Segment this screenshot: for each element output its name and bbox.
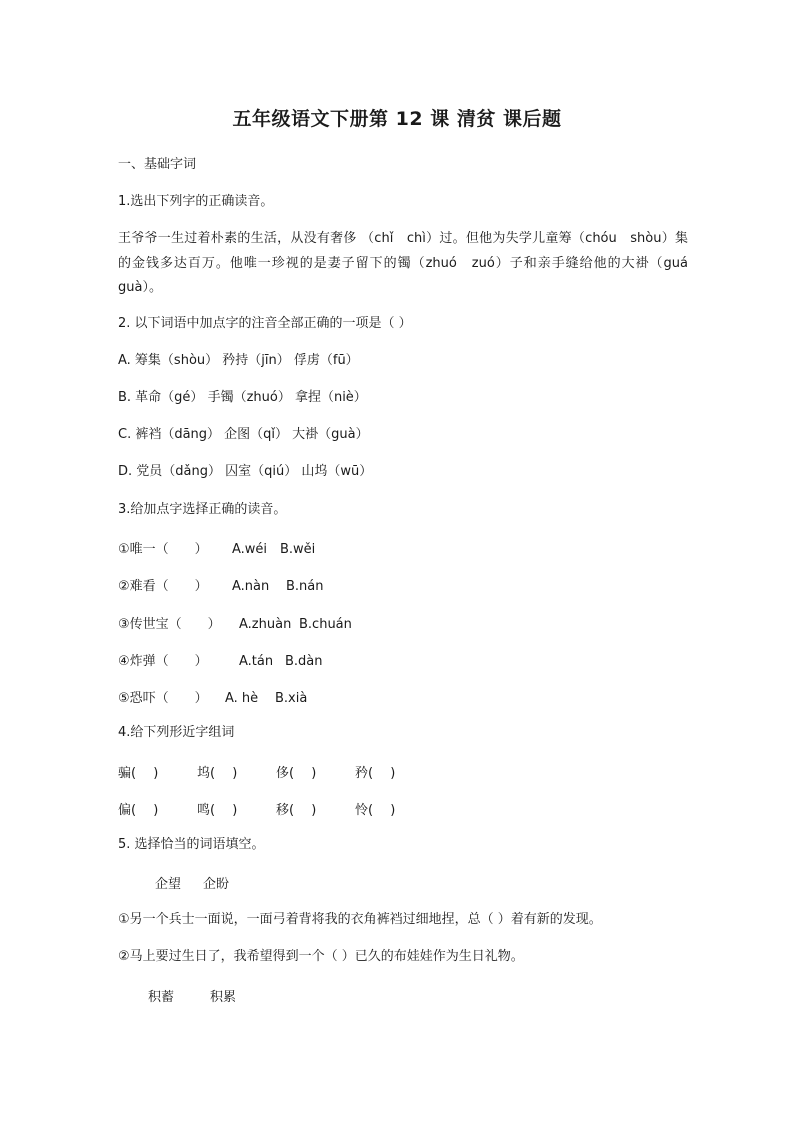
q4-row-1 [118,762,395,781]
q3-choice-a: A. hè [225,691,259,706]
q2-option-b: B. 革命（gé） 手镯（zhuó） 拿捏（niè） [118,390,367,405]
q3-item [118,538,315,557]
q3-choice-b: B.wěi [280,542,316,557]
q4-word: 侈( ) [276,766,317,781]
q4-word: 骗( ) [118,766,159,781]
q3-item-word: ④炸弹（ ） [118,654,208,669]
page-title: 五年级语文下册第 12 课 清贫 课后题 [232,108,562,130]
q5-word: 企望 [155,877,182,892]
q3-item [118,650,323,669]
q3-choice-b: B.xià [275,691,308,706]
q4-word: 坞( ) [197,766,238,781]
q5-word: 积累 [210,990,237,1005]
q3-item [118,575,324,594]
q5-word-pair [148,986,236,1005]
q3-prompt: 3.给加点字选择正确的读音。 [118,502,287,517]
q2-prompt: 2. 以下词语中加点字的注音全部正确的一项是（ ） [118,316,412,331]
q1-paragraph: 王爷爷一生过着朴素的生活，从没有奢侈 （chǐ chì）过。但他为失学儿童筹（chóu shòu）集的金钱多达百万。他唯一珍视的是妻子留下的镯（zhuó zuó）子和亲手缝给他的大褂（guá guà）。 [118,231,688,295]
q3-item-word: ①唯一（ ） [118,542,208,557]
q3-item-word: ⑤恐吓（ ） [118,691,208,706]
q3-choice-a: A.tán [239,654,274,669]
q3-choice-a: A.nàn [232,579,270,594]
q3-choice-a: A.zhuàn [239,617,292,632]
q3-choice-b: B.dàn [285,654,323,669]
q3-item-word: ②难看（ ） [118,579,208,594]
q4-prompt: 4.给下列形近字组词 [118,725,235,740]
section-heading: 一、基础字词 [118,157,197,172]
q4-word: 矜( ) [355,766,396,781]
q5-prompt: 5. 选择恰当的词语填空。 [118,837,265,852]
q3-item-word: ③传世宝（ ） [118,617,221,632]
q5-sentence-1: ①另一个兵士一面说，一面弓着背将我的衣角裤裆过细地捏，总（ ）着有新的发现。 [118,912,602,927]
q1-prompt: 1.选出下列字的正确读音。 [118,194,274,209]
q4-word: 怜( ) [355,803,396,818]
q4-word: 偏( ) [118,803,159,818]
q2-option-d: D. 党员（dǎng） 囚室（qiú） 山坞（wū） [118,464,373,479]
q5-word-pair [155,873,229,892]
q3-item [118,613,352,632]
q4-row-2 [118,799,395,818]
q3-choice-b: B.chuán [299,617,352,632]
q4-word: 移( ) [276,803,317,818]
q2-option-a: A. 筹集（shòu） 矜持（jīn） 俘虏（fū） [118,353,359,368]
q5-word: 企盼 [203,877,230,892]
q3-choice-a: A.wéi [232,542,268,557]
q5-word: 积蓄 [148,990,175,1005]
q3-item [118,687,307,706]
q5-sentence-2: ②马上要过生日了，我希望得到一个（ ）已久的布娃娃作为生日礼物。 [118,949,524,964]
q2-option-c: C. 裤裆（dāng） 企图（qǐ） 大褂（guà） [118,427,369,442]
q3-choice-b: B.nán [286,579,324,594]
q4-word: 鸣( ) [197,803,238,818]
